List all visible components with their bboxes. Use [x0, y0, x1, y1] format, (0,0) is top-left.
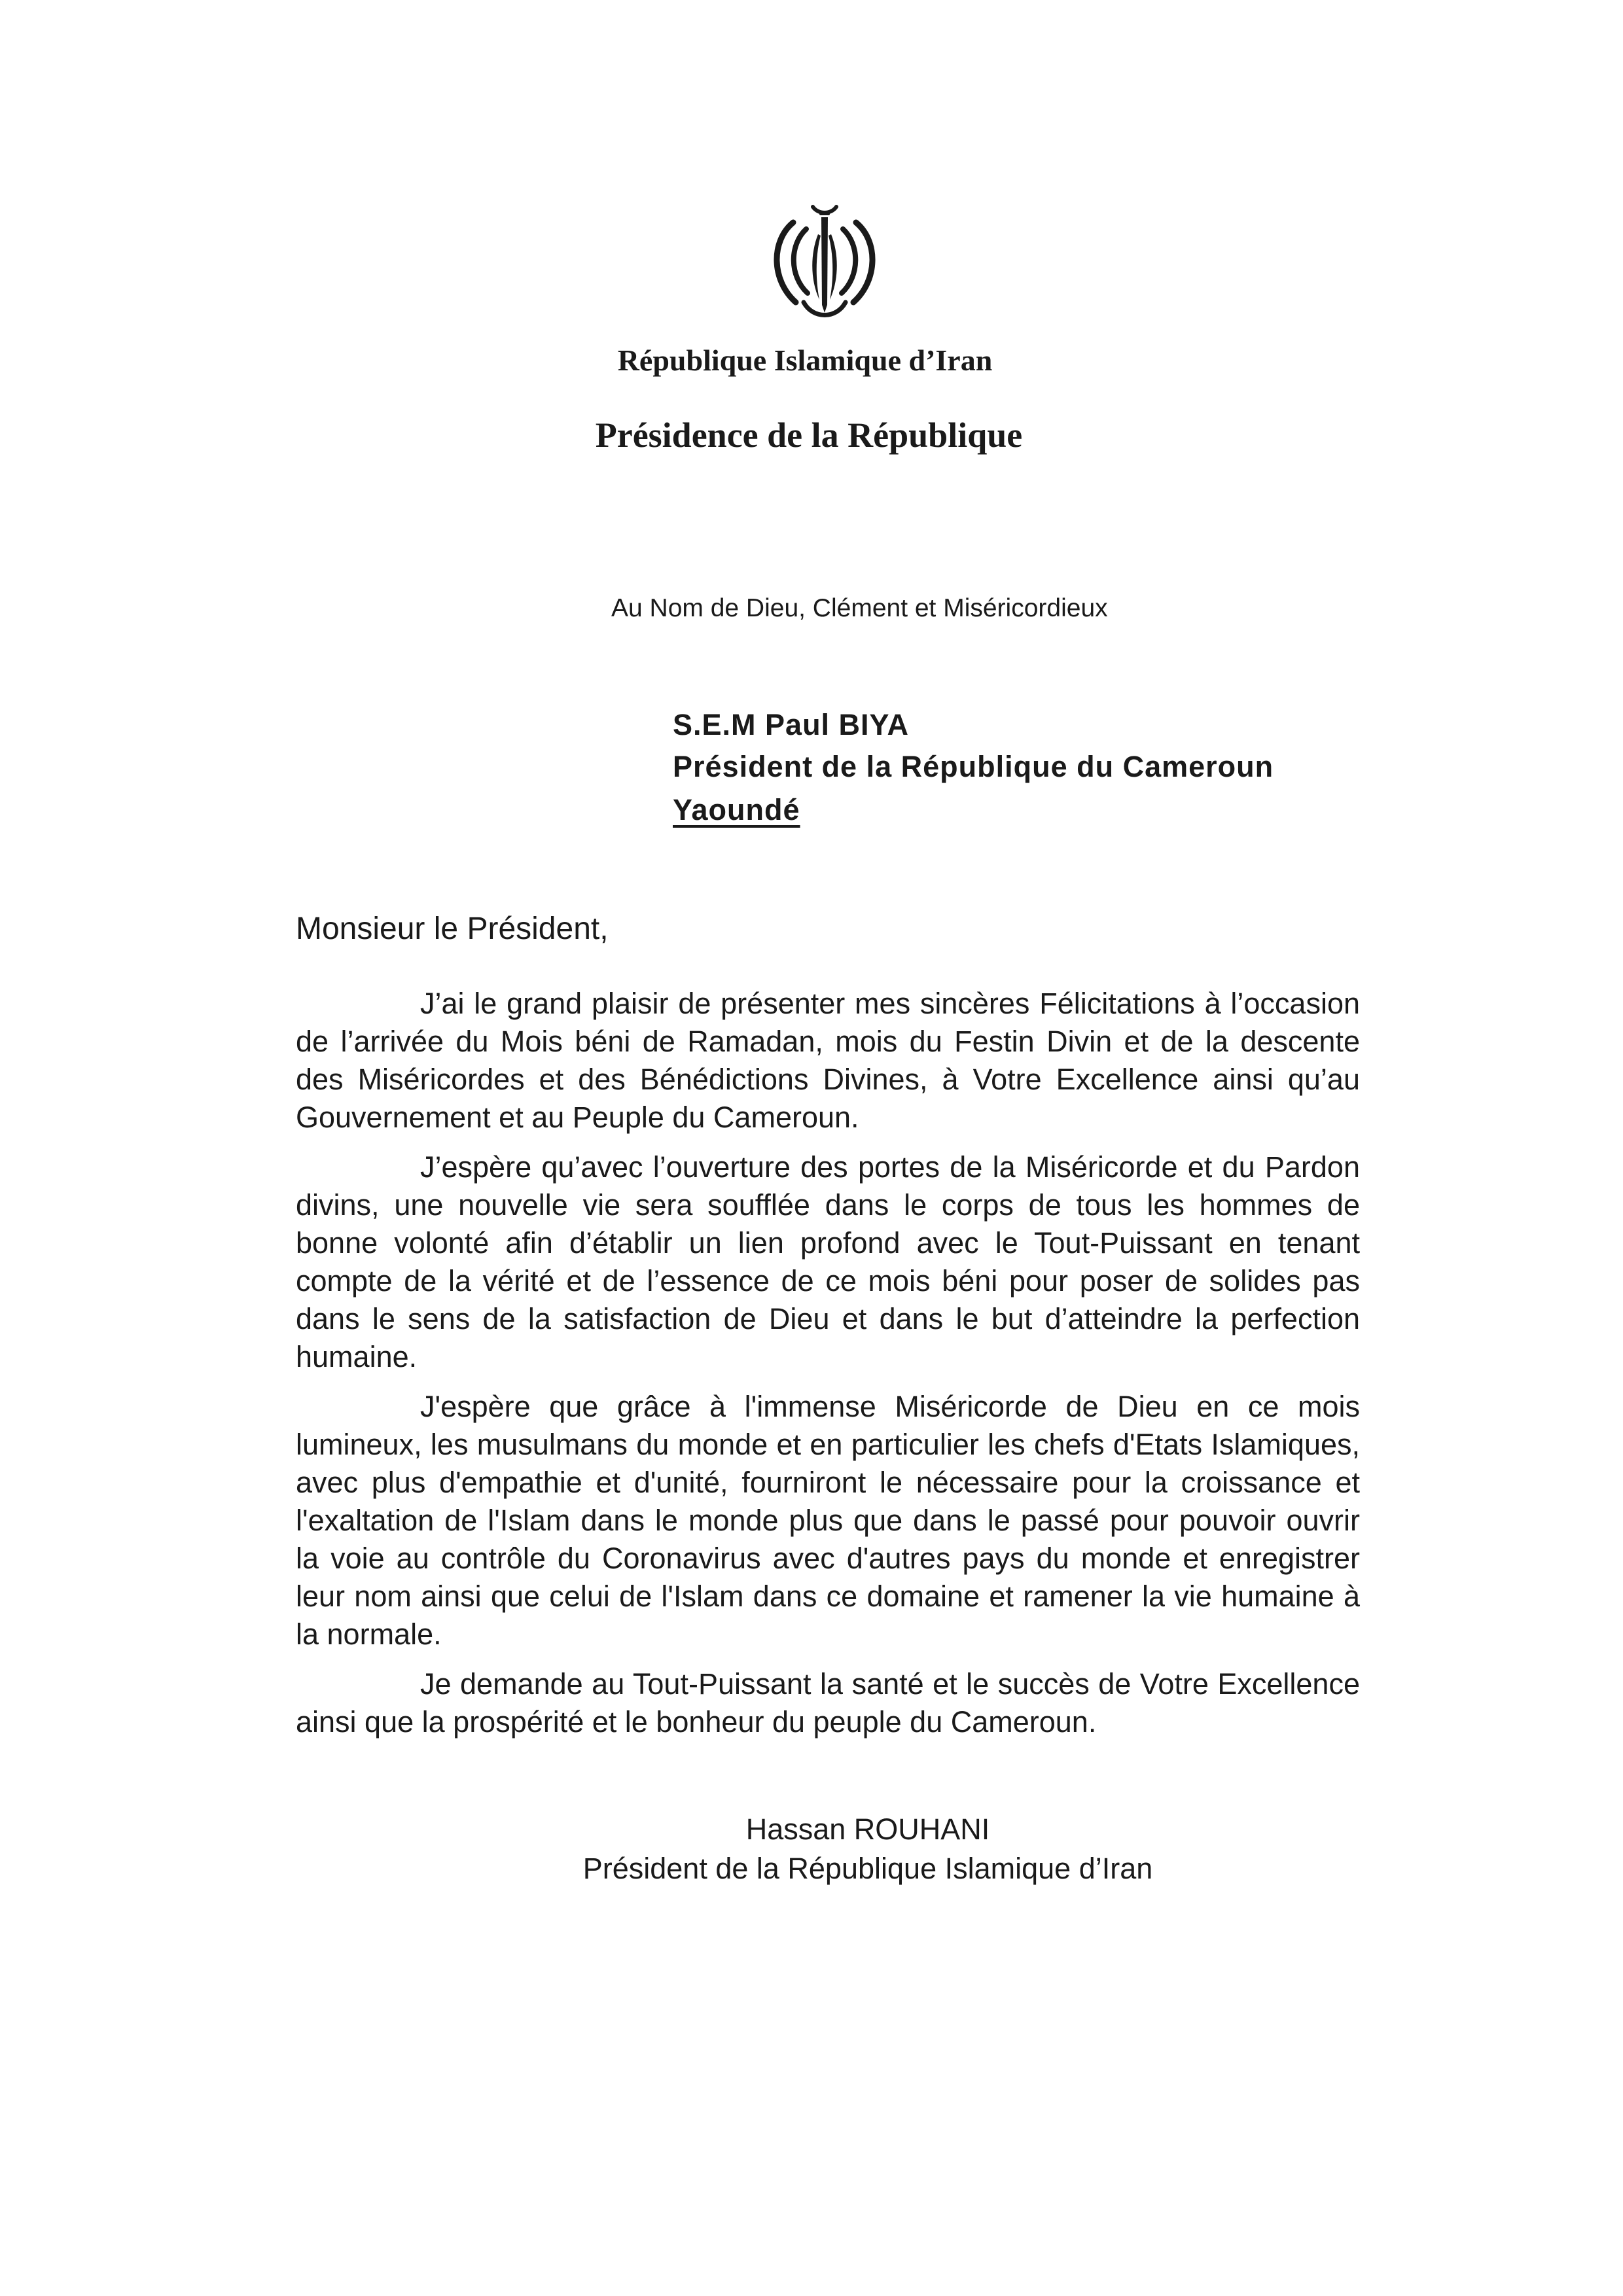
- signature-name: Hassan ROUHANI: [745, 1812, 990, 1846]
- recipient-city: Yaoundé: [673, 793, 800, 826]
- paragraph: J’espère qu’avec l’ouverture des portes de la Miséricorde et du Pardon divins, une nouvelle vie sera soufflée dans le corps de tous les hommes de bonne volonté afin d’établir un lien profond avec le Tout-Puissant en tenant compte de la vérité et de l’essence de ce mois béni pour poser de solides pas dans le sens de la satisfaction de Dieu et dans le but d’atteindre la perfection humaine.: [296, 1150, 1360, 1373]
- header-office: Présidence de la République: [595, 415, 1023, 455]
- header-country: République Islamique d’Iran: [617, 344, 993, 377]
- paragraph: J’ai le grand plaisir de présenter mes sincères Félicitations à l’occasion de l’arrivée du Mois béni de Ramadan, mois du Festin Divin et de la descente des Miséricordes et des Bénédictions Divines, à Votre Excellence ainsi qu’au Gouvernement et au Peuple du Cameroun.: [296, 987, 1360, 1134]
- salutation: Monsieur le Président,: [296, 911, 609, 946]
- letter-body: [296, 985, 1360, 1753]
- recipient-name: S.E.M Paul BIYA: [673, 708, 909, 741]
- paragraph: Je demande au Tout-Puissant la santé et le succès de Votre Excellence ainsi que la prospérité et le bonheur du peuple du Cameroun.: [296, 1667, 1360, 1739]
- recipient-title: Président de la République du Cameroun: [673, 750, 1274, 783]
- iran-emblem-icon: [767, 195, 882, 323]
- invocation: Au Nom de Dieu, Clément et Miséricordieux: [611, 594, 1108, 622]
- paragraph: J'espère que grâce à l'immense Miséricorde de Dieu en ce mois lumineux, les musulmans du monde et en particulier les chefs d'Etats Islamiques, avec plus d'empathie et d'unité, fourniront le nécessaire pour la croissance et l'exaltation de l'Islam dans le monde plus que dans le passé pour pouvoir ouvrir la voie au contrôle du Coronavirus avec d'autres pays du monde et enregistrer leur nom ainsi que celui de l'Islam dans ce domaine et ramener la vie humaine à la normale.: [296, 1390, 1360, 1651]
- signature-title: Président de la République Islamique d’Iran: [582, 1852, 1153, 1885]
